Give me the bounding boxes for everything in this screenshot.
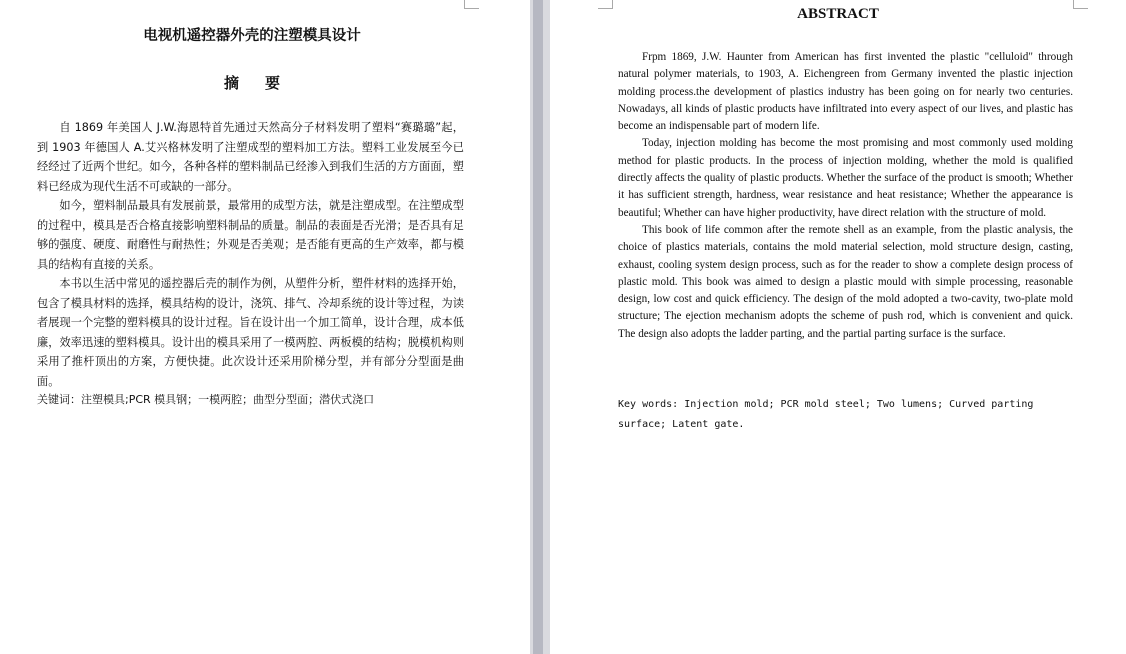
paragraph: Today, injection molding has become the most promising and most commonly used molding method for plastic products. In the process of injection molding, whether the mold is qualified directly affects the quality of plastic products. Whether the surface of the product is smooth; Whether it has sufficient strength, hardness, wear resistance and heat resistance; Whether the appearance is beautiful; Whether can have higher productivity, have direct relation with the structure of mold. <box>618 137 1073 219</box>
gutter-shadow <box>533 0 543 654</box>
abstract-title: ABSTRACT <box>797 6 879 22</box>
abstract-heading: 摘要 <box>223 74 306 92</box>
crop-mark <box>598 0 613 9</box>
document-page-chinese <box>0 0 530 654</box>
page-title: 电视机遥控器外壳的注塑模具设计 <box>143 28 361 44</box>
crop-mark <box>464 0 479 9</box>
keywords-english: Key words: Injection mold; PCR mold steel; Two lumens; Curved parting surface; Latent gate. <box>618 399 1034 430</box>
document-page-english <box>550 0 1126 654</box>
paragraph: 本书以生活中常见的遥控器后壳的制作为例，从塑件分析，塑件材料的选择开始，包含了模具材料的选择，模具结构的设计，浇筑、排气、冷却系统的设计等过程，为读者展现一个完整的塑料模具的设计过程。旨在设计出一个加工简单，设计合理，成本低廉，效率迅速的塑料模具。设计出的模具采用了一模两腔、两板模的结构；脱模机构则采用了推杆顶出的方案，方便快捷。此次设计还采用阶梯分型，并有部分分型面是曲面。 <box>37 277 464 388</box>
page-gutter <box>530 0 550 654</box>
paragraph: 自 1869 年美国人 J.W.海恩特首先通过天然高分子材料发明了塑料“赛璐璐”起，到 1903 年德国人 A.艾兴格林发明了注塑成型的塑料加工方法。塑料工业发展至今已经经过了近两个世纪。如今，各种各样的塑料制品已经渗入到我们生活的方方面面，塑料已经成为现代生活不可或缺的一部分。 <box>37 121 464 193</box>
abstract-body-chinese <box>37 118 464 391</box>
crop-mark <box>1073 0 1088 9</box>
keywords-chinese: 关键词：注塑模具;PCR 模具钢；一模两腔；曲型分型面；潜伏式浇口 <box>37 393 375 406</box>
abstract-body-english <box>618 49 1073 343</box>
paragraph: This book of life common after the remote shell as an example, from the plastic analysis, the choice of plastics materials, contains the mold material selection, mold structure design, casting, exhaust, cooling system design process, such as for the reader to show a complete design process of plastic mold. This book was aimed to design a plastic mould with simple processing, reasonable design, low cost and quick efficiency. The design of the mold adopted a two-cavity, two-plate mold structure; The ejection mechanism adopts the scheme of push rod, which is convenient and quick. The design also adopts the ladder parting, and the partial parting surface is the surface. <box>618 223 1073 340</box>
paragraph: Frpm 1869, J.W. Haunter from American has first invented the plastic "celluloid" through natural polymer materials, to 1903, A. Eichengreen from Germany invented the plastic injection molding process.the development of plastics industry has been going on for nearly two centuries. Nowadays, all kinds of plastic products have infiltrated into every aspect of our lives, and plastic has become an indispensable part of modern life. <box>618 51 1073 133</box>
paragraph: 如今，塑料制品最具有发展前景，最常用的成型方法，就是注塑成型。在注塑成型的过程中，模具是否合格直接影响塑料制品的质量。制品的表面是否光滑；是否具有足够的强度、硬度、耐磨性与耐热性；外观是否美观；是否能有更高的生产效率，都与模具的结构有直接的关系。 <box>37 199 464 271</box>
